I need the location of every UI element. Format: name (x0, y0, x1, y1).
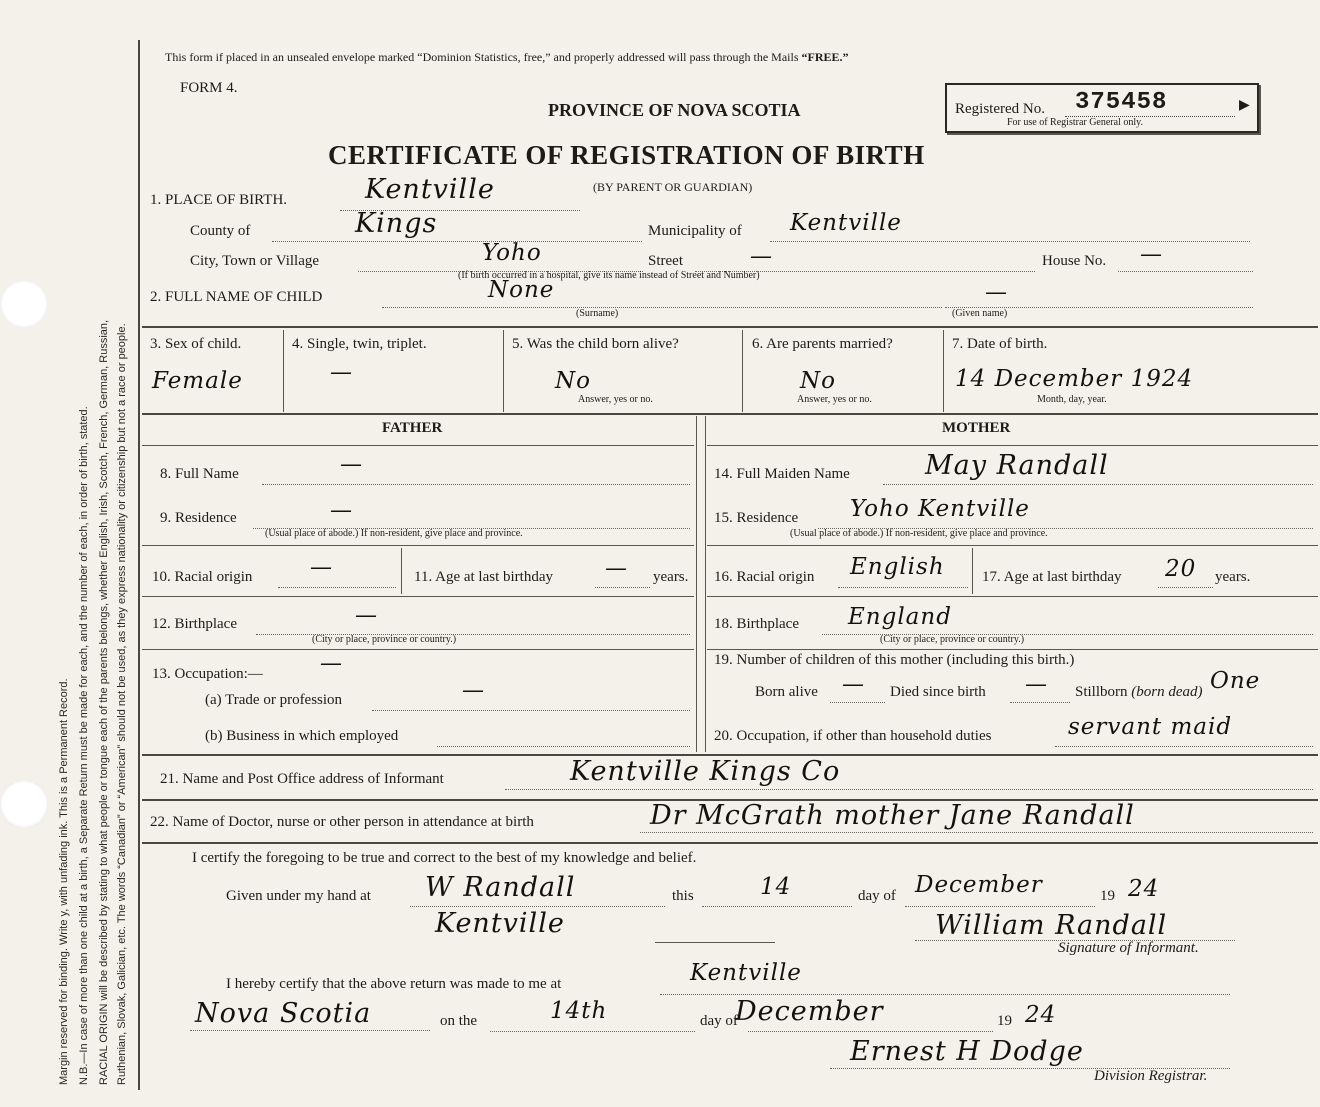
father-rule-a (142, 545, 694, 546)
certificate-title: CERTIFICATE OF REGISTRATION OF BIRTH (328, 140, 925, 170)
label-father-age: 11. Age at last birthday (414, 569, 553, 585)
label-born-dead: (born dead) (1131, 684, 1203, 700)
value-parents-married: No (800, 368, 836, 394)
divider-col-4 (283, 330, 284, 412)
label-full-name-child: 2. FULL NAME OF CHILD (150, 289, 323, 305)
label-stillborn (1075, 684, 1203, 701)
mother-rule-a (707, 545, 1318, 546)
margin-note-nb: N.B.—In case of more than one child at a birth, a Separate Return must be made for each, and the number of each, in order of birth, stated. (78, 406, 90, 1085)
label-born-alive-count: Born alive (755, 684, 818, 700)
value-father-occupation: — (320, 651, 342, 676)
line-municipality (770, 241, 1250, 242)
value-father-residence: — (330, 498, 352, 523)
father-heading: FATHER (382, 420, 443, 436)
label-doctor: 22. Name of Doctor, nurse or other person in attendance at birth (150, 814, 534, 830)
label-day-of: day of (858, 888, 896, 904)
line-doctor (640, 832, 1313, 833)
month-day-year-note: Month, day, year. (1037, 394, 1107, 405)
value-born-alive: No (555, 368, 591, 394)
label-house-no: House No. (1042, 253, 1107, 269)
line-returned-month (748, 1031, 993, 1032)
value-surname: None (488, 277, 555, 303)
label-sex: 3. Sex of child. (150, 336, 242, 352)
line-mother-occupation (1055, 746, 1313, 747)
value-mother-age: 20 (1165, 556, 1197, 582)
margin-note-binding: Margin reserved for binding. Write y, with unfading ink. This is a Permanent Record. (58, 678, 70, 1085)
value-returned-at: Kentville (690, 960, 802, 986)
line-died-since (1010, 702, 1070, 703)
value-house-no: — (1140, 242, 1162, 267)
line-born-alive-count (830, 702, 885, 703)
value-city: Yoho (482, 240, 542, 266)
value-returned-year-prefix: 19 (997, 1013, 1012, 1029)
top-notice-free: “FREE.” (801, 50, 849, 64)
mother-heading-rule (707, 445, 1318, 446)
label-city: City, Town or Village (190, 253, 320, 269)
value-born-alive-count: — (842, 672, 864, 697)
divider-row-1 (142, 326, 1318, 328)
value-given-month: December (915, 872, 1043, 898)
top-notice (165, 50, 849, 65)
value-mother-racial: English (850, 554, 945, 580)
label-signature-informant: Signature of Informant. (1058, 940, 1199, 956)
label-given-name: (Given name) (952, 308, 1008, 319)
value-returned-province: Nova Scotia (195, 998, 372, 1029)
divider-col-5 (503, 330, 504, 412)
label-stillborn-text: Stillborn (1075, 684, 1128, 700)
value-mother-maiden: May Randall (925, 450, 1109, 481)
label-date-of-birth: 7. Date of birth. (952, 336, 1048, 352)
form-number: FORM 4. (180, 80, 238, 96)
value-single-twin: — (330, 360, 352, 385)
label-occupation: 13. Occupation:— (152, 666, 263, 682)
value-died-since: — (1025, 672, 1047, 697)
registered-label: Registered No. (955, 101, 1045, 117)
top-notice-text: This form if placed in an unsealed envelope marked “Dominion Statistics, free,” and properly addressed will pass through the Mails (165, 50, 799, 64)
value-doctor: Dr McGrath mother Jane Randall (650, 800, 1135, 831)
value-given-year-prefix: 19 (1100, 888, 1115, 904)
value-father-age: — (605, 556, 627, 581)
father-usual-abode-note: (Usual place of abode.) If non-resident, give place and province. (265, 528, 523, 539)
value-given-name: — (985, 280, 1007, 305)
line-returned-province (190, 1030, 430, 1031)
value-informant-signature: William Randall (935, 910, 1168, 941)
value-father-racial: — (310, 555, 332, 580)
divider-father-mother-b (705, 416, 706, 752)
line-business (437, 746, 690, 747)
divider-row-5 (142, 842, 1318, 844)
label-municipality: Municipality of (648, 223, 742, 239)
line-surname (382, 307, 942, 308)
divider-father-racial-age (401, 548, 402, 594)
line-father-full-name (262, 484, 690, 485)
label-single-twin: 4. Single, twin, triplet. (292, 336, 427, 352)
father-rule-c (142, 649, 694, 650)
father-rule-b (142, 596, 694, 597)
value-father-birthplace: — (355, 603, 377, 628)
divider-mother-racial-age (972, 548, 973, 594)
father-heading-rule (142, 445, 694, 446)
hospital-note: (If birth occurred in a hospital, give its name instead of Street and Number) (458, 270, 760, 281)
line-informant (505, 789, 1313, 790)
label-hereby: I hereby certify that the above return was made to me at (226, 976, 562, 992)
divider-col-6 (742, 330, 743, 412)
registrar-note: For use of Registrar General only. (1007, 117, 1143, 128)
line-trade (372, 710, 690, 711)
value-municipality: Kentville (790, 210, 902, 236)
punch-hole-bottom (0, 780, 48, 828)
mother-heading: MOTHER (942, 420, 1011, 436)
margin-note-racial-2: Ruthenian, Slovak, Galician, etc. The words “Canadian” or “American” should not be used, as they express nationality or citizenship but not a race or people. (116, 323, 128, 1085)
value-returned-month: December (735, 996, 884, 1027)
line-returned-day (490, 1031, 695, 1032)
answer-note-6: Answer, yes or no. (797, 394, 872, 405)
line-given-month (905, 906, 1095, 907)
divider-father-mother-a (696, 416, 697, 752)
margin-border (138, 40, 140, 1090)
value-date-of-birth: 14 December 1924 (955, 366, 1194, 392)
mother-city-province-note: (City or place, province or country.) (880, 634, 1025, 645)
value-mother-occupation: servant maid (1068, 714, 1233, 740)
label-father-birthplace: 12. Birthplace (152, 616, 237, 632)
value-given-at: W Randall (425, 872, 576, 903)
line-mother-age (1158, 587, 1213, 588)
line-county (272, 241, 642, 242)
line-father-age (595, 587, 650, 588)
label-father-residence: 9. Residence (160, 510, 237, 526)
label-on-the: on the (440, 1013, 478, 1029)
certify-statement: I certify the foregoing to be true and correct to the best of my knowledge and belief. (192, 850, 697, 866)
province-heading: PROVINCE OF NOVA SCOTIA (548, 100, 801, 120)
mother-rule-b (707, 596, 1318, 597)
value-given-day: 14 (760, 874, 792, 900)
line-house-no (1118, 271, 1253, 272)
label-mother-birthplace: 18. Birthplace (714, 616, 799, 632)
label-mother-occupation: 20. Occupation, if other than household duties (714, 728, 992, 744)
value-county: Kings (355, 208, 438, 239)
value-place-of-birth: Kentville (365, 174, 495, 205)
line-returned-at (660, 994, 1230, 995)
arrow-marker-icon: ▶ (1239, 98, 1250, 113)
label-trade: (a) Trade or profession (205, 692, 343, 708)
father-years-label: years. (653, 569, 689, 585)
registered-box (945, 83, 1259, 133)
father-city-province-note: (City or place, province or country.) (312, 634, 457, 645)
punch-hole-top (0, 280, 48, 328)
line-mother-racial (838, 587, 968, 588)
line-given-day (702, 906, 852, 907)
value-father-full-name: — (340, 452, 362, 477)
value-sex: Female (152, 368, 243, 394)
value-street: — (750, 244, 772, 269)
answer-note-5: Answer, yes or no. (578, 394, 653, 405)
value-returned-day: 14th (550, 998, 608, 1024)
label-born-alive: 5. Was the child born alive? (512, 336, 679, 352)
line-given-place (655, 942, 775, 943)
label-children: 19. Number of children of this mother (including this birth.) (714, 652, 1075, 668)
value-given-place: Kentville (435, 908, 565, 939)
label-informant: 21. Name and Post Office address of Informant (160, 771, 444, 787)
mother-years-label: years. (1215, 569, 1251, 585)
label-mother-racial: 16. Racial origin (714, 569, 815, 585)
label-mother-residence: 15. Residence (714, 510, 799, 526)
margin-note-racial-1: RACIAL ORIGIN will be described by stating to what people or tongue each of the parents belongs, whether English, Irish, Scotch, French, German, Russian, (98, 319, 110, 1085)
value-mother-residence: Yoho Kentville (850, 496, 1030, 522)
label-mother-maiden: 14. Full Maiden Name (714, 466, 850, 482)
label-business: (b) Business in which employed (205, 728, 399, 744)
label-given-under: Given under my hand at (226, 888, 371, 904)
value-mother-birthplace: England (848, 604, 952, 630)
label-father-full-name: 8. Full Name (160, 466, 239, 482)
value-returned-year: 24 (1025, 1002, 1057, 1028)
divider-col-7 (943, 330, 944, 412)
value-informant: Kentville Kings Co (570, 756, 841, 787)
label-place-of-birth: 1. PLACE OF BIRTH. (150, 192, 288, 208)
label-mother-age: 17. Age at last birthday (982, 569, 1122, 585)
mother-rule-c (707, 649, 1318, 650)
line-father-racial (278, 587, 396, 588)
line-given-at (410, 906, 665, 907)
label-division-registrar: Division Registrar. (1094, 1068, 1208, 1084)
label-parents-married: 6. Are parents married? (752, 336, 893, 352)
label-father-racial: 10. Racial origin (152, 569, 253, 585)
label-county: County of (190, 223, 251, 239)
value-father-trade: — (462, 678, 484, 703)
value-given-year: 24 (1128, 876, 1160, 902)
label-day-of-2: day of (700, 1013, 738, 1029)
mother-usual-abode-note: (Usual place of abode.) If non-resident, give place and province. (790, 528, 1048, 539)
certificate-subtitle: (BY PARENT OR GUARDIAN) (593, 180, 753, 194)
line-mother-maiden (883, 484, 1313, 485)
label-street: Street (648, 253, 683, 269)
value-stillborn: One (1210, 668, 1261, 694)
label-surname: (Surname) (576, 308, 619, 319)
label-this: this (672, 888, 694, 904)
divider-row-2 (142, 413, 1318, 415)
registered-number: 375458 (1075, 89, 1168, 116)
label-died-since: Died since birth (890, 684, 986, 700)
value-registrar-signature: Ernest H Dodge (850, 1036, 1084, 1067)
